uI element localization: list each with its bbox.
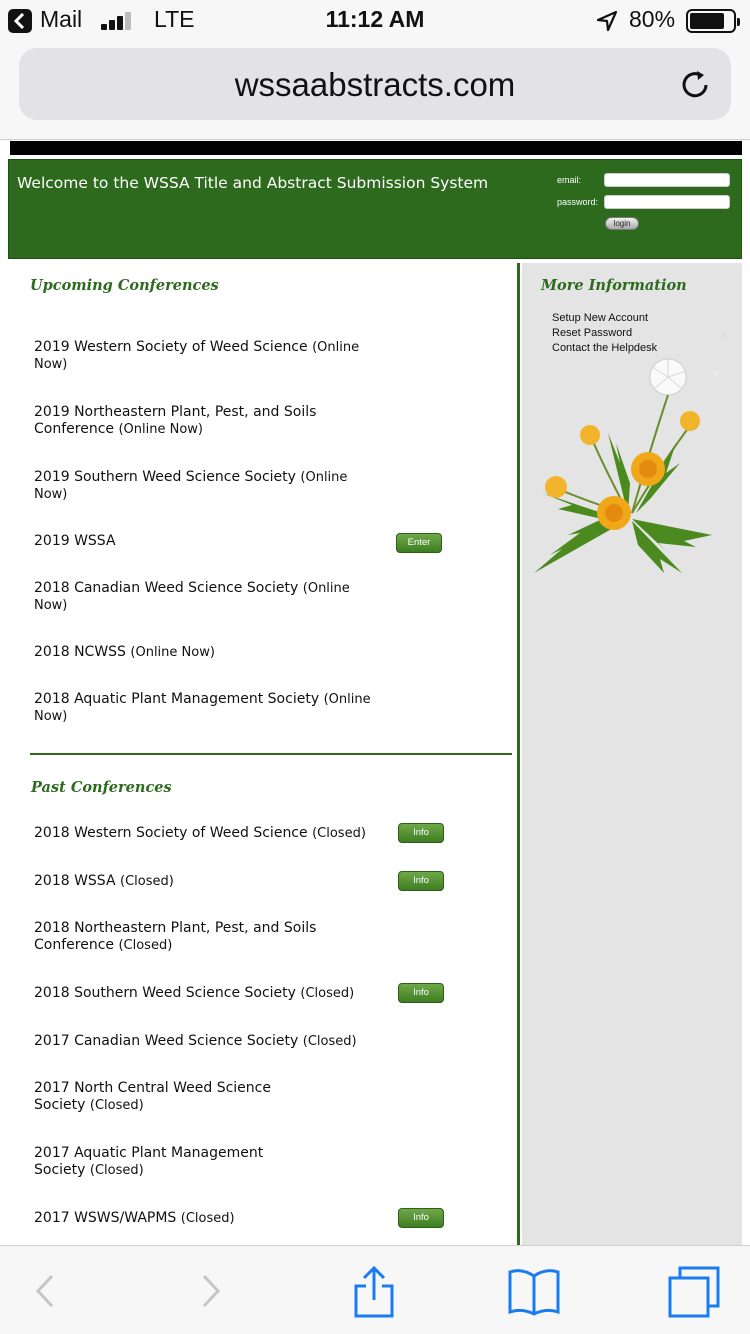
email-field[interactable]	[604, 173, 730, 187]
url-text[interactable]: wssaabstracts.com	[234, 66, 516, 103]
login-button[interactable]: login	[605, 217, 639, 230]
dandelion-illustration	[532, 323, 732, 583]
more-info-sidebar	[522, 263, 742, 1245]
past-conferences-title: Past Conferences	[31, 779, 172, 796]
top-black-bar	[10, 141, 742, 155]
forward-chevron-icon[interactable]	[196, 1266, 226, 1316]
conference-item: 2019 WSSA	[34, 533, 116, 549]
status-bar	[0, 0, 750, 40]
info-button[interactable]: Info	[398, 1208, 444, 1228]
conference-item: 2019 Northeastern Plant, Pest, and Soils Conference (Online Now)	[34, 404, 317, 437]
info-button[interactable]: Info	[398, 823, 444, 843]
address-bar[interactable]	[19, 48, 731, 120]
battery-icon	[686, 9, 736, 33]
setup-account-link[interactable]: Setup New Account	[552, 312, 649, 324]
conference-item: 2017 WSWS/WAPMS (Closed)	[34, 1210, 235, 1226]
info-button[interactable]: Info	[398, 871, 444, 891]
column-divider	[517, 263, 520, 1245]
welcome-text: Welcome to the WSSA Title and Abstract Submission System	[17, 174, 489, 192]
bookmarks-icon[interactable]	[506, 1266, 562, 1318]
conference-item: 2018 NCWSS (Online Now)	[34, 644, 215, 660]
conference-item: 2019 Southern Weed Science Society (Online Now)	[34, 469, 348, 502]
conference-item: 2018 WSSA (Closed)	[34, 873, 174, 889]
share-icon[interactable]	[350, 1266, 398, 1318]
carrier-label: LTE	[154, 6, 195, 32]
section-divider	[30, 753, 512, 755]
conference-item: 2018 Northeastern Plant, Pest, and Soils Conference (Closed)	[34, 920, 317, 953]
email-label: email:	[557, 175, 582, 185]
web-page	[0, 141, 750, 1245]
conference-item: 2019 Western Society of Weed Science (Online Now)	[34, 339, 360, 372]
enter-button[interactable]: Enter	[396, 533, 442, 553]
contact-helpdesk-link[interactable]: Contact the Helpdesk	[552, 342, 658, 354]
info-button[interactable]: Info	[398, 983, 444, 1003]
conferences-column	[8, 263, 516, 1245]
location-arrow-icon	[596, 10, 618, 32]
site-header	[8, 159, 742, 259]
conference-item: 2018 Western Society of Weed Science (Closed)	[34, 825, 366, 841]
battery-percent: 80%	[629, 6, 676, 32]
password-field[interactable]	[604, 195, 730, 209]
clock: 11:12 AM	[325, 6, 425, 32]
password-label: password:	[557, 197, 599, 207]
back-app-label[interactable]: Mail	[40, 6, 83, 32]
reset-password-link[interactable]: Reset Password	[552, 327, 633, 339]
reload-icon[interactable]	[679, 68, 713, 102]
conference-item: 2017 Aquatic Plant Management Society (Closed)	[34, 1145, 264, 1178]
conference-item: 2017 Canadian Weed Science Society (Closed)	[34, 1033, 357, 1049]
conference-item: 2018 Southern Weed Science Society (Closed)	[34, 985, 355, 1001]
conference-item: 2018 Aquatic Plant Management Society (Online Now)	[34, 691, 371, 724]
upcoming-conferences-title: Upcoming Conferences	[30, 277, 219, 294]
back-chevron-icon[interactable]	[30, 1266, 60, 1316]
conference-item: 2017 North Central Weed Science Society (Closed)	[34, 1080, 271, 1113]
tabs-icon[interactable]	[666, 1266, 722, 1318]
more-information-title: More Information	[541, 277, 687, 294]
conference-item: 2018 Canadian Weed Science Society (Online Now)	[34, 580, 350, 613]
browser-chrome	[0, 40, 750, 140]
safari-toolbar	[0, 1245, 750, 1334]
